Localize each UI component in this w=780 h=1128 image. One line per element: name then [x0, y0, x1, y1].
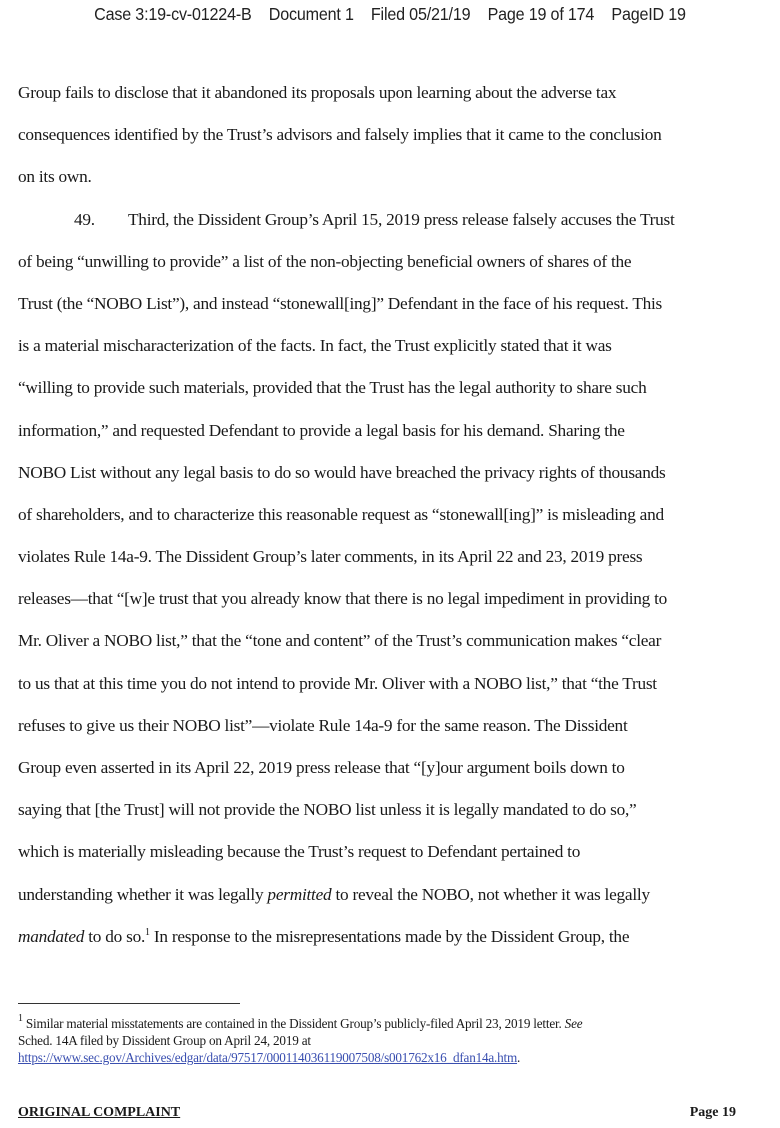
text-line: “willing to provide such materials, provided that the Trust has the legal authority to share such	[18, 378, 647, 398]
body-text	[18, 72, 760, 958]
footnote-signal: See	[564, 1016, 583, 1031]
text-line: NOBO List without any legal basis to do so would have breached the privacy rights of thousands	[18, 462, 666, 482]
page-number: Page 19	[689, 1105, 736, 1120]
emphasis-mandated: mandated	[18, 926, 85, 946]
footnote	[18, 1015, 760, 1066]
text-line: Third, the Dissident Group’s April 15, 2019 press release falsely accuses the Trust	[128, 209, 675, 229]
footnote-divider	[18, 1003, 240, 1004]
footnote-line	[18, 1015, 760, 1032]
text-line-permitted	[18, 874, 760, 916]
page-footer	[18, 1105, 736, 1121]
text-line: is a material mischaracterization of the facts. In fact, the Trust explicitly stated that it was	[18, 336, 612, 356]
text-line-mandated	[18, 916, 760, 958]
text-segment: In response to the misrepresentations made by the Dissident Group, the	[149, 926, 630, 946]
text-line: Trust (the “NOBO List”), and instead “stonewall[ing]” Defendant in the face of his request. This	[18, 293, 663, 313]
text-line: consequences identified by the Trust’s advisors and falsely implies that it came to the conclusion	[18, 125, 662, 145]
case-header	[31, 4, 749, 25]
page-count: Page 19 of 174	[487, 4, 595, 24]
text-line: of shareholders, and to characterize this reasonable request as “stonewall[ing]” is misleading and	[18, 504, 664, 524]
footnote-line	[18, 1049, 760, 1066]
footnote-marker: 1	[18, 1013, 23, 1024]
document-number: Document 1	[268, 4, 354, 24]
text-line: Group fails to disclose that it abandoned its proposals upon learning about the adverse tax	[18, 83, 617, 102]
text-line: information,” and requested Defendant to provide a legal basis for his demand. Sharing the	[18, 420, 625, 440]
text-segment: understanding whether it was legally	[18, 884, 268, 904]
page-id: PageID 19	[611, 4, 686, 24]
text-line: Group even asserted in its April 22, 2019 press release that “[y]our argument boils down to	[18, 758, 625, 777]
text-line: saying that [the Trust] will not provide the NOBO list unless it is legally mandated to do so,”	[18, 800, 637, 820]
text-line: to us that at this time you do not intend to provide Mr. Oliver with a NOBO list,” that “the Trust	[18, 673, 657, 693]
footnote-line: Sched. 14A filed by Dissident Group on April 24, 2019 at	[18, 1033, 311, 1048]
text-line: Mr. Oliver a NOBO list,” that the “tone and content” of the Trust’s communication makes “clear	[18, 631, 662, 651]
paragraph-number: 49.	[74, 209, 95, 229]
emphasis-permitted: permitted	[267, 884, 332, 904]
text-line: refuses to give us their NOBO list”—violate Rule 14a-9 for the same reason. The Dissident	[18, 715, 628, 735]
text-segment: to do so.	[84, 926, 146, 946]
text-line: violates Rule 14a-9. The Dissident Group’s later comments, in its April 22 and 23, 2019 press	[18, 547, 643, 567]
filed-date: Filed 05/21/19	[370, 4, 471, 24]
footnote-trailing: .	[517, 1050, 521, 1065]
footnote-reference[interactable]: 1	[145, 926, 150, 938]
text-segment: to reveal the NOBO, not whether it was legally	[331, 884, 650, 904]
footnote-text: Similar material misstatements are contained in the Dissident Group’s publicly-filed April 23, 2019 letter.	[22, 1016, 565, 1031]
text-line: releases—that “[w]e trust that you already know that there is no legal impediment in providing to	[18, 589, 668, 609]
paragraph-49-start	[18, 199, 760, 241]
text-line: which is materially misleading because the Trust’s request to Defendant pertained to	[18, 842, 581, 862]
case-number: Case 3:19-cv-01224-B	[94, 4, 252, 24]
text-line: on its own.	[18, 167, 92, 187]
text-line: of being “unwilling to provide” a list of the non-objecting beneficial owners of shares of the	[18, 251, 632, 271]
sec-filing-link[interactable]: https://www.sec.gov/Archives/edgar/data/97517/000114036119007508/s001762x16_dfan14a.htm	[18, 1050, 518, 1065]
document-title: ORIGINAL COMPLAINT	[18, 1105, 181, 1120]
